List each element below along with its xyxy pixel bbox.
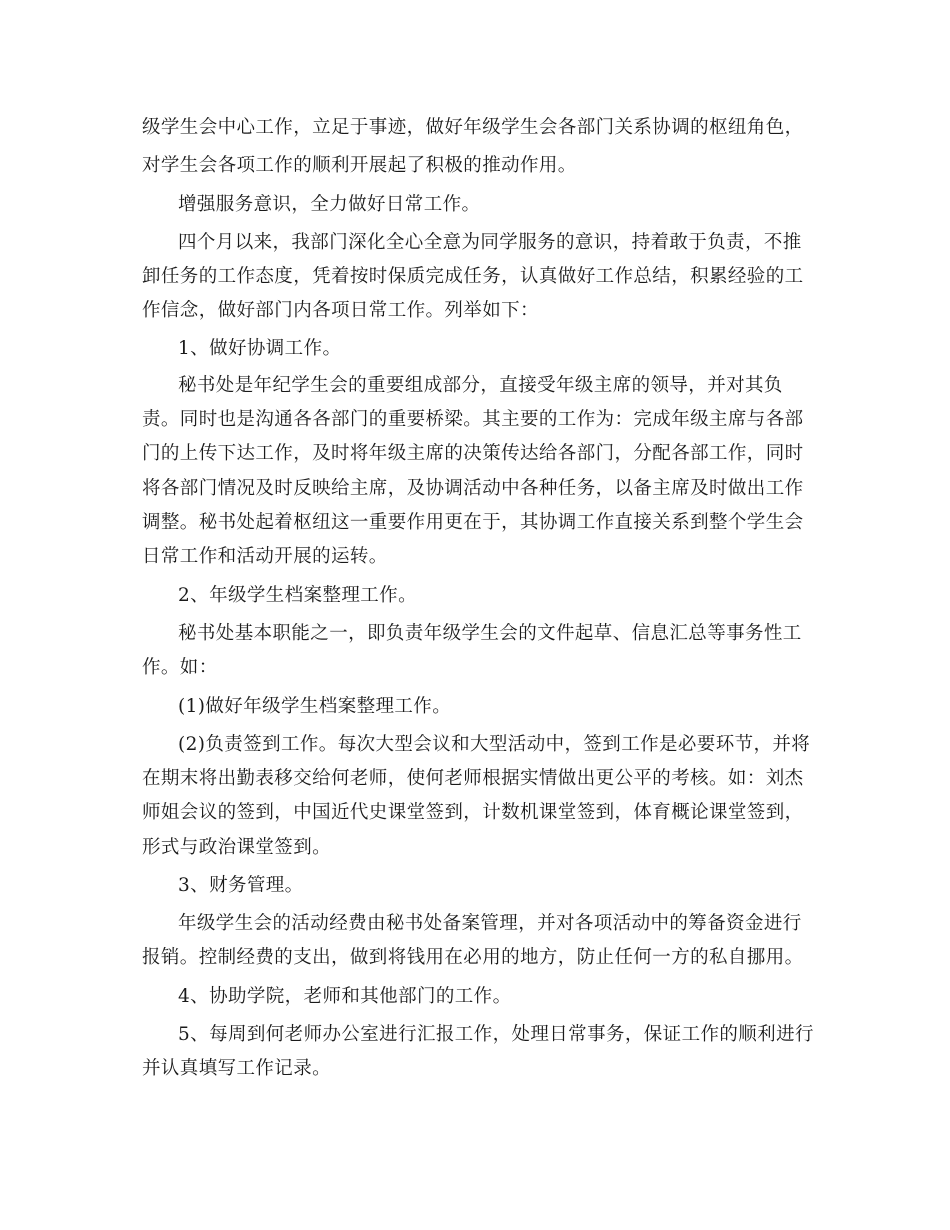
- body-text-line: 在期末将出勤表移交给何老师，使何老师根据实情做出更公平的考核。如：刘杰: [142, 768, 804, 789]
- body-text-line: 卸任务的工作态度，凭着按时保质完成任务，认真做好工作总结，积累经验的工: [142, 266, 804, 287]
- body-text-line: 形式与政治课堂签到。: [142, 837, 332, 858]
- body-text-line: 年级学生会的活动经费由秘书处备案管理，并对各项活动中的筹备资金进行: [178, 913, 802, 934]
- body-text-line: 门的上传下达工作，及时将年级主席的决策传达给各部门，分配各部工作，同时: [142, 443, 804, 464]
- section-heading: 2、年级学生档案整理工作。: [178, 585, 417, 606]
- section-heading: 3、财务管理。: [178, 875, 304, 896]
- body-text-line: 作信念，做好部门内各项日常工作。列举如下：: [142, 300, 539, 321]
- body-text-line: 调整。秘书处起着枢纽这一重要作用更在于，其协调工作直接关系到整个学生会: [142, 512, 804, 533]
- body-text-line: 将各部门情况及时反映给主席，及协调活动中各种任务，以备主席及时做出工作: [142, 478, 804, 499]
- body-text-line: 报销。控制经费的支出，做到将钱用在必用的地方，防止任何一方的私自挪用。: [142, 947, 804, 968]
- body-text-line: 责。同时也是沟通各各部门的重要桥梁。其主要的工作为：完成年级主席与各部: [142, 409, 804, 430]
- list-item: (2)负责签到工作。每次大型会议和大型活动中，签到工作是必要环节，并将: [178, 734, 811, 755]
- section-heading: 5、每周到何老师办公室进行汇报工作，处理日常事务，保证工作的顺利进行: [178, 1024, 814, 1045]
- body-text-line: 对学生会各项工作的顺利开展起了积极的推动作用。: [142, 155, 577, 176]
- body-text-line: 级学生会中心工作，立足于事迹，做好年级学生会各部门关系协调的枢纽角色，: [142, 117, 804, 138]
- body-text-line: 作。如：: [142, 657, 218, 678]
- list-item: (1)做好年级学生档案整理工作。: [178, 696, 452, 717]
- body-text-line: 秘书处是年纪学生会的重要组成部分，直接受年级主席的领导，并对其负: [178, 375, 783, 396]
- body-text-line: 师姐会议的签到，中国近代史课堂签到，计数机课堂签到，体育概论课堂签到，: [142, 802, 804, 823]
- section-heading: 1、做好协调工作。: [178, 338, 342, 359]
- section-heading: 4、协助学院，老师和其他部门的工作。: [178, 986, 512, 1007]
- body-text-line: 秘书处基本职能之一，即负责年级学生会的文件起草、信息汇总等事务性工: [178, 623, 802, 644]
- body-text-line: 四个月以来，我部门深化全心全意为同学服务的意识，持着敢于负责，不推: [178, 232, 802, 253]
- body-text-line: 并认真填写工作记录。: [142, 1058, 332, 1079]
- body-text-line: 增强服务意识，全力做好日常工作。: [178, 194, 481, 215]
- body-text-line: 日常工作和活动开展的运转。: [142, 546, 388, 567]
